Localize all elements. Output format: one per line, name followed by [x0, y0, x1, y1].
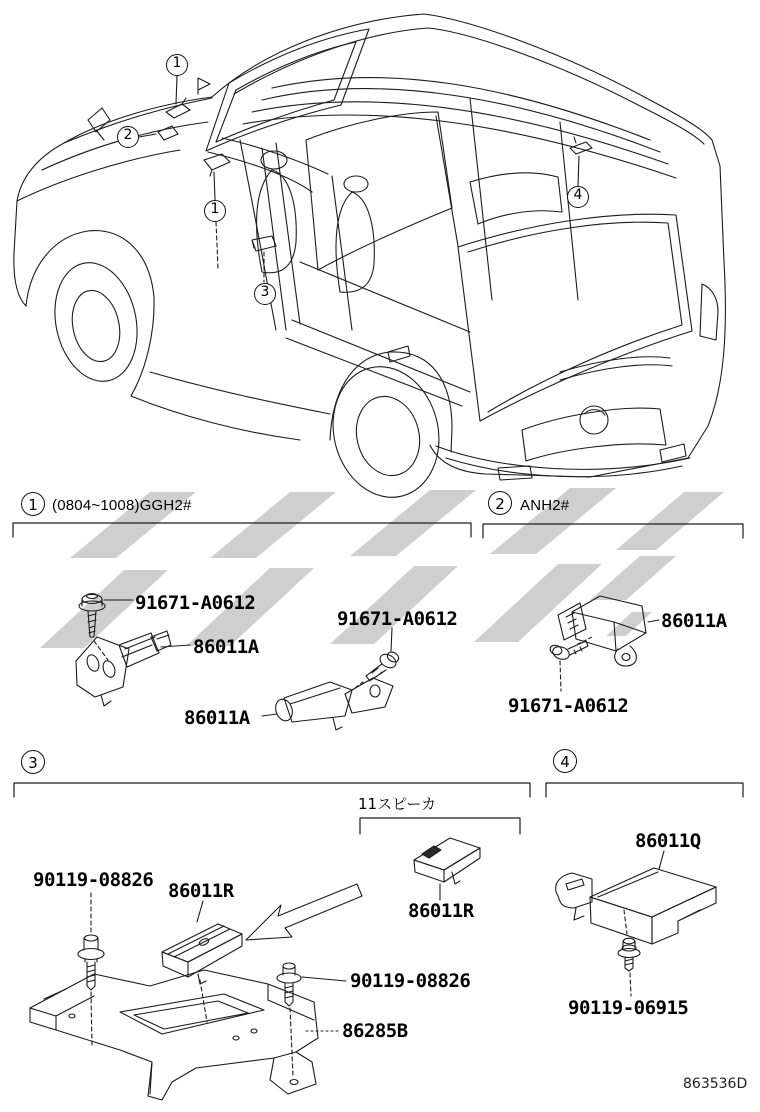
part-label-86285b: 86285B: [342, 1020, 408, 1042]
section-1-circle: 1: [21, 492, 45, 516]
bolt-90119-06915: [618, 938, 640, 996]
speaker-variant-note: 11スピーカ: [358, 795, 437, 813]
figure-code: 863536D: [683, 1076, 748, 1092]
vehicle-outline: [14, 14, 726, 509]
stop-lamp-switch-86011a-right: [558, 596, 659, 666]
part-label-90119-08826-left: 90119-08826: [33, 869, 154, 891]
part-label-86011r-speaker: 86011R: [408, 900, 474, 922]
tuner-86011q: [556, 851, 716, 944]
section-2-code: ANH2#: [520, 497, 570, 514]
stop-lamp-switch-86011a-left: [76, 631, 190, 706]
part-label-90119-06915: 90119-06915: [568, 997, 689, 1019]
direction-arrow: [246, 884, 362, 940]
callout-2: 2: [117, 126, 139, 148]
callout-1-roof: 1: [166, 54, 188, 76]
section-2-circle: 2: [488, 491, 512, 515]
part-label-90119-08826-center: 90119-08826: [350, 970, 471, 992]
part-label-86011q: 86011Q: [635, 830, 701, 852]
bolt-90119-08826-left: [78, 893, 104, 1046]
amplifier-86011r-speaker: [414, 838, 480, 900]
callout-4: 4: [567, 186, 589, 208]
section-4-circle: 4: [553, 749, 577, 773]
part-label-86011a-left: 86011A: [193, 636, 259, 658]
screw-91671-a0612-right: [549, 636, 594, 691]
part-label-91671-a0612-right: 91671-A0612: [508, 695, 629, 717]
stop-lamp-switch-86011a-center: [262, 678, 393, 730]
part-label-86011a-right: 86011A: [661, 610, 727, 632]
part-label-86011a-center: 86011A: [184, 707, 250, 729]
section-1-code: (0804~1008)GGH2#: [52, 497, 192, 514]
callout-3: 3: [254, 283, 276, 305]
section-3-circle: 3: [21, 750, 45, 774]
part-label-86011r-left: 86011R: [168, 880, 234, 902]
part-label-91671-a0612-left: 91671-A0612: [135, 592, 256, 614]
part-label-91671-a0612-center: 91671-A0612: [337, 608, 458, 630]
callout-1-floor: 1: [204, 200, 226, 222]
